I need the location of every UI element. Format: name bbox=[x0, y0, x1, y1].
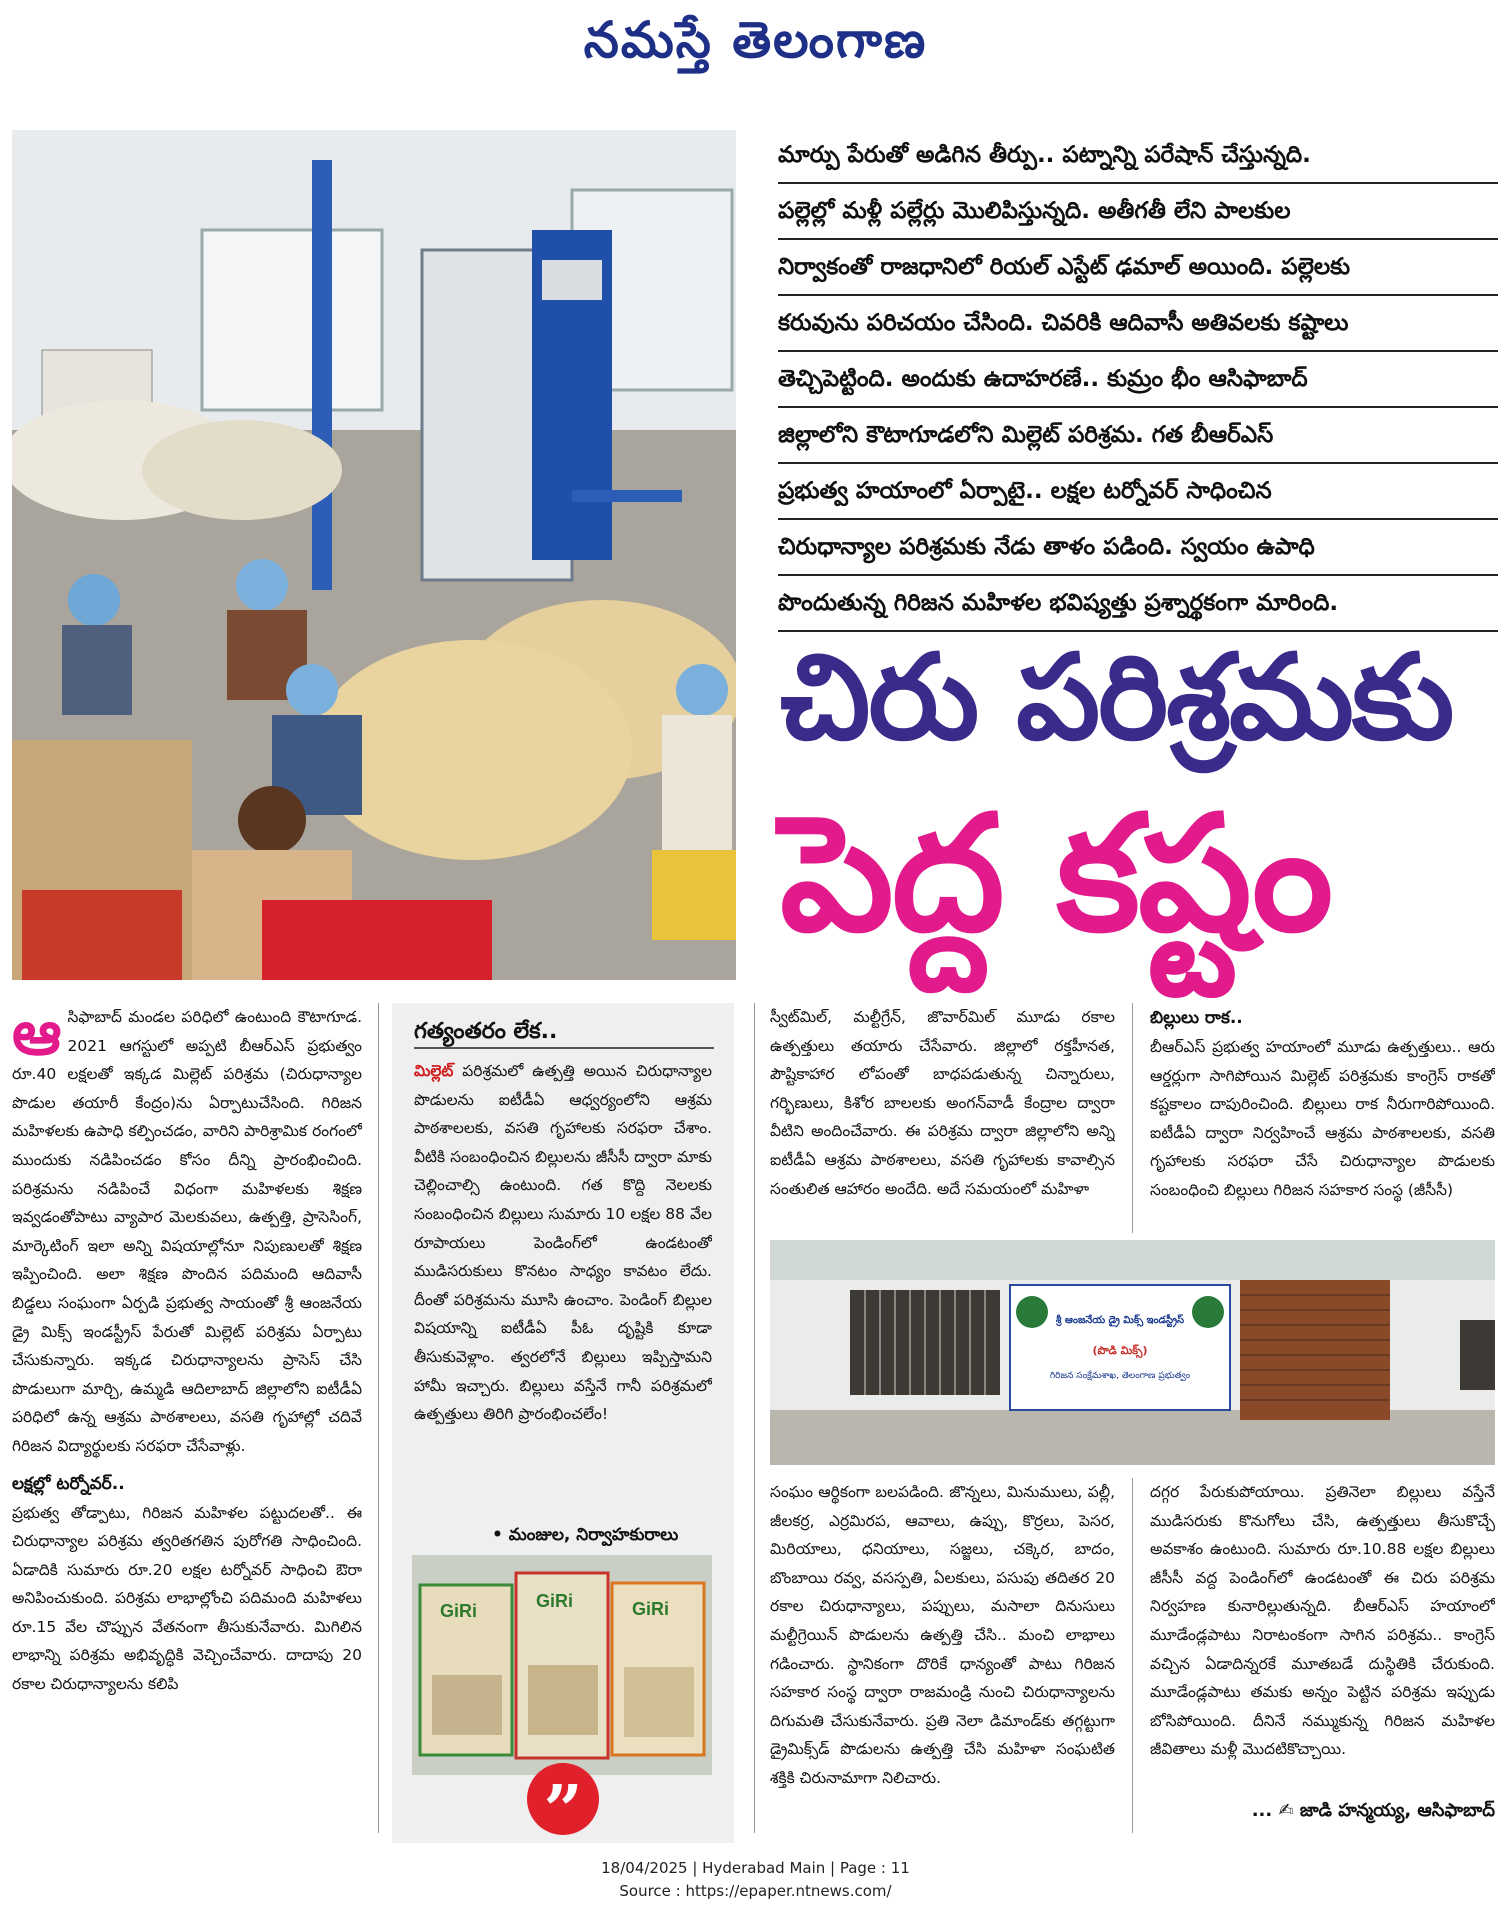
paragraph: బీఆర్ఎస్ ప్రభుత్వ హయాంలో మూడు ఉత్పత్తులు.. ఆరు ఆర్డర్లుగా సాగిపోయిన మిల్లెట్ పరిశ్రమకు కాంగ్రెస్ రాకతో కష్టకాలం దాపురించింది. బిల్లులు రాక నీరుగారిపోయింది. ఐటీడీఏ ద్వారా నిర్వహించే ఆశ్రమ పాఠశాలలకు, వసతి గృహాలకు సరఫరా చేసే చిరుధాన్యాల పొడులకు సంబంధించి బిల్లులు గిరిజన సహకార సంస్థ (జీసీసీ) bbox=[1150, 1038, 1495, 1199]
quote-icon: ” bbox=[527, 1763, 599, 1835]
column-divider bbox=[1132, 1003, 1133, 1233]
intro-text bbox=[778, 128, 1498, 632]
packet-brand: GiRi bbox=[632, 1599, 670, 1619]
column-divider bbox=[754, 1003, 755, 1833]
packet-brand: GiRi bbox=[440, 1601, 478, 1621]
intro-line: ప్రభుత్వ హయాంలో ఏర్పాటై.. లక్షల టర్నోవర్ సాధించిన bbox=[778, 478, 1272, 504]
intro-line: జిల్లాలోని కౌటాగూడలోని మిల్లెట్ పరిశ్రమ. గత బీఆర్ఎస్ bbox=[778, 422, 1274, 448]
subheading: లక్షల్లో టర్నోవర్.. bbox=[12, 1473, 125, 1494]
article-column-3-bottom bbox=[770, 1478, 1115, 1838]
sign-line-1: శ్రీ ఆంజనేయ డ్రై మిక్స్ ఇండస్ట్రీస్ bbox=[1055, 1315, 1185, 1326]
sign-line-2: (పొడి మిక్స్) bbox=[1092, 1344, 1148, 1357]
masthead: నమస్తే తెలంగాణ bbox=[583, 10, 928, 69]
footer-source: Source : https://epaper.ntnews.com/ bbox=[619, 1882, 892, 1900]
intro-line: తెచ్చిపెట్టింది. అందుకు ఉదాహరణే.. కుమ్రం భీం ఆసిఫాబాద్ bbox=[778, 366, 1308, 392]
dropcap: ఆ bbox=[12, 1003, 62, 1069]
packet-brand: GiRi bbox=[536, 1591, 574, 1611]
factory-building-photo bbox=[770, 1240, 1495, 1465]
intro-line: కరువును పరిచయం చేసింది. చివరికి ఆదివాసీ అతివలకు కష్టాలు bbox=[778, 310, 1349, 336]
box-title: గత్యంతరం లేక.. bbox=[414, 1019, 558, 1044]
paragraph: సంఘం ఆర్థికంగా బలపడింది. జొన్నలు, మినుములు, పల్లీ, జీలకర్ర, ఎర్రమిరప, ఆవాలు, ఉప్పు, కొర్రలు, పెసర, మిరియాలు, ధనియాలు, సజ్జలు, చక్కెర, బాదం, బొంబాయి రవ్వ, వసస్పతి, ఏలకులు, పసుపు తదితర 20 రకాల చిరుధాన్యాలు, పప్పులు, మసాలా దినుసులు మల్టీగ్రెయిన్ పొడులను ఉత్పత్తి చేసి.. మంచి లాభాలు గడించారు. స్థానికంగా దొరికే ధాన్యంతో పాటు గిరిజన సహకార సంస్థ ద్వారా రాజమండ్రి నుంచి చిరుధాన్యాలను దిగుమతి చేసుకునేవారు. ప్రతి నెలా డిమాండ్‌కు తగ్గట్టుగా డ్రైమిక్స్‌డ్ పొడులను ఉత్పత్తి చేసి మహిళా సంఘటిత శక్తికి చిరునామాగా నిలిచారు. bbox=[770, 1483, 1115, 1787]
headline-line-2: పెద్ద కష్టం bbox=[780, 780, 1332, 967]
headline-line-1: చిరు పరిశ్రమకు bbox=[780, 628, 1453, 766]
box-paragraph: పరిశ్రమలో ఉత్పత్తి అయిన చిరుధాన్యాల పొడులను ఐటీడీఏ ఆధ్వర్యంలోని ఆశ్రమ పాఠశాలలకు, వసతి గృహాలకు సరఫరా చేశాం. వీటికి సంబంధించిన బిల్లులను జీసీసీ ద్వారా మాకు చెల్లించాల్సి ఉంటుంది. గత కొద్ది నెలలకు సంబంధించిన బిల్లులు సుమారు 10 లక్షల 88 వేల రూపాయలు పెండింగ్‌లో ఉండటంతో ముడిసరుకులు కొనటం సాధ్యం కావటం లేదు. దీంతో పరిశ్రమను మూసి ఉంచాం. పెండింగ్ బిల్లుల విషయాన్ని ఐటీడీఏ పీఓ దృష్టికి కూడా తీసుకువెళ్లాం. త్వరలోనే బిల్లులు ఇప్పిస్తామని హామీ ఇచ్చారు. బిల్లులు వస్తేనే గానీ పరిశ్రమలో ఉత్పత్తులు తిరిగి ప్రారంభించలేం! bbox=[414, 1062, 712, 1424]
footer-date: 18/04/2025 | Hyderabad Main | Page : 11 bbox=[601, 1859, 910, 1877]
article-column-4-bottom bbox=[1150, 1478, 1495, 1783]
article-column-4-top bbox=[1150, 1003, 1495, 1233]
article-column-3-top bbox=[770, 1003, 1115, 1233]
subheading: బిల్లులు రాక.. bbox=[1150, 1008, 1243, 1028]
box-body bbox=[414, 1057, 712, 1537]
paragraph: దగ్గర పేరుకుపోయాయి. ప్రతినెలా బిల్లులు వస్తేనే ముడిసరుకు కొనుగోలు చేసి, ఉత్పత్తులు తీసుకొచ్చే అవకాశం ఉంటుంది. సుమారు రూ.10.88 లక్షల బిల్లులు జీసీసీ వద్ద పెండింగ్‌లో ఉండటంతో ఈ చిరు పరిశ్రమ నిర్వహణ కునారిల్లుతున్నది. బీఆర్ఎస్ హయాంలో మూడేండ్లపాటు నిరాటంకంగా సాగిన పరిశ్రమ.. కాంగ్రెస్ వచ్చిన ఏడాదిన్నరకే మూతబడే దుస్థితికి చేరుకుంది. మూడేండ్లపాటు తమకు అన్నం పెట్టిన పరిశ్రమ ఇప్పుడు బోసిపోయింది. దీనినే నమ్ముకున్న గిరిజన మహిళల జీవితాలు మళ్లీ మొదటికొచ్చాయి. bbox=[1150, 1483, 1495, 1759]
column-divider bbox=[1132, 1478, 1133, 1833]
intro-line: చిరుధాన్యాల పరిశ్రమకు నేడు తాళం పడింది. స్వయం ఉపాధి bbox=[778, 534, 1315, 560]
intro-line: నిర్వాకంతో రాజధానిలో రియల్ ఎస్టేట్ ఢమాల్ అయింది. పల్లెలకు bbox=[778, 254, 1351, 280]
paragraph: ప్రభుత్వ తోడ్పాటు, గిరిజన మహిళల పట్టుదలతో.. ఈ చిరుధాన్యాల పరిశ్రమ త్వరితగతిన పురోగతి సాధించింది. ఏడాదికి సుమారు రూ.20 లక్షల టర్నోవర్ సాధించి ఔరా అనిపించుకుంది. పరిశ్రమ లాభాల్లోంచి పదిమంది మహిళలు రూ.15 వేల చొప్పున వేతనంగా తీసుకునేవారు. మిగిలిన లాభాన్ని పరిశ్రమ అభివృద్ధికి వెచ్చించేవారు. దాదాపు 20 రకాల చిరుధాన్యాలను కలిపి bbox=[12, 1503, 362, 1694]
reporter-byline: ... ✍ జాడి హన్మయ్య, ఆసిఫాబాద్ bbox=[1251, 1800, 1495, 1821]
box-byline: • మంజుల, నిర్వాహకురాలు bbox=[492, 1525, 679, 1545]
millet-packets-photo bbox=[412, 1555, 712, 1775]
article-column-1 bbox=[12, 1003, 362, 1833]
lead-word: మిల్లెట్ bbox=[414, 1062, 454, 1080]
quote-box bbox=[392, 1003, 734, 1851]
column-divider bbox=[378, 1003, 379, 1833]
intro-line: పొందుతున్న గిరిజన మహిళల భవిష్యత్తు ప్రశ్నార్థకంగా మారింది. bbox=[778, 590, 1339, 616]
factory-photo bbox=[12, 130, 736, 980]
intro-line: మార్పు పేరుతో అడిగిన తీర్పు.. పట్నాన్ని పరేషాన్ చేస్తున్నది. bbox=[778, 142, 1311, 168]
paragraph: సిఫాబాద్ మండల పరిధిలో ఉంటుంది కౌటాగూడ. 2021 ఆగస్టులో అప్పటి బీఆర్ఎస్ ప్రభుత్వం రూ.40 లక్షలతో ఇక్కడ మిల్లెట్ పరిశ్రమ (చిరుధాన్యాల పొడుల తయారీ కేంద్రం)ను ఏర్పాటుచేసింది. గిరిజన మహిళలకు ఉపాధి కల్పించడం, వారిని పారిశ్రామిక రంగంలో ముందుకు నడిపించడం కోసం దీన్ని ప్రారంభించింది. పరిశ్రమను నడిపించే విధంగా మహిళలకు శిక్షణ ఇవ్వడంతోపాటు వ్యాపార మెలకువలు, ఉత్పత్తి, ప్రాసెసింగ్, మార్కెటింగ్ ఇలా అన్ని విషయాల్లోనూ నిపుణులతో శిక్షణ ఇప్పించింది. అలా శిక్షణ పొందిన పదిమంది ఆదివాసీ బిడ్డలు సంఘంగా ఏర్పడి ప్రభుత్వ సాయంతో శ్రీ ఆంజనేయ డ్రై మిక్స్ ఇండస్ట్రీస్ పేరుతో మిల్లెట్ పరిశ్రమ ఏర్పాటు చేసుకున్నారు. ఇక్కడ చిరుధాన్యాలను ప్రాసెస్ చేసి పొడులుగా మార్చి, ఉమ్మడి ఆదిలాబాద్ జిల్లాలోని ఐటీడీఏ పరిధిలో ఉన్న ఆశ్రమ పాఠశాలలు, వసతి గృహాల్లో చదివే గిరిజన విద్యార్థులకు సరఫరా చేసేవాళ్లు. bbox=[12, 1008, 362, 1455]
paragraph: స్వీట్‌మిల్, మల్టీగ్రేన్, జొవార్‌మిల్ మూడు రకాల ఉత్పత్తులు తయారు చేసేవారు. జిల్లాలో రక్తహీనత, పౌష్టికాహార లోపంతో బాధపడుతున్న చిన్నారులు, గర్భిణులు, కిశోర బాలలకు అంగన్‌వాడీ కేంద్రాల ద్వారా వీటిని అందించేవారు. ఈ పరిశ్రమ ద్వారా జిల్లాలోని అన్ని ఐటీడీఏ ఆశ్రమ పాఠశాలలు, వసతి గృహాలకు కావాల్సిన సంతులిత ఆహారం అందేది. అదే సమయంలో మహిళా bbox=[770, 1008, 1115, 1198]
intro-line: పల్లెల్లో మళ్లీ పల్లేర్లు మొలిపిస్తున్నది. అతీగతీ లేని పాలకుల bbox=[778, 198, 1291, 224]
sign-line-3: గిరిజన సంక్షేమశాఖ, తెలంగాణ ప్రభుత్వం bbox=[1049, 1371, 1191, 1381]
